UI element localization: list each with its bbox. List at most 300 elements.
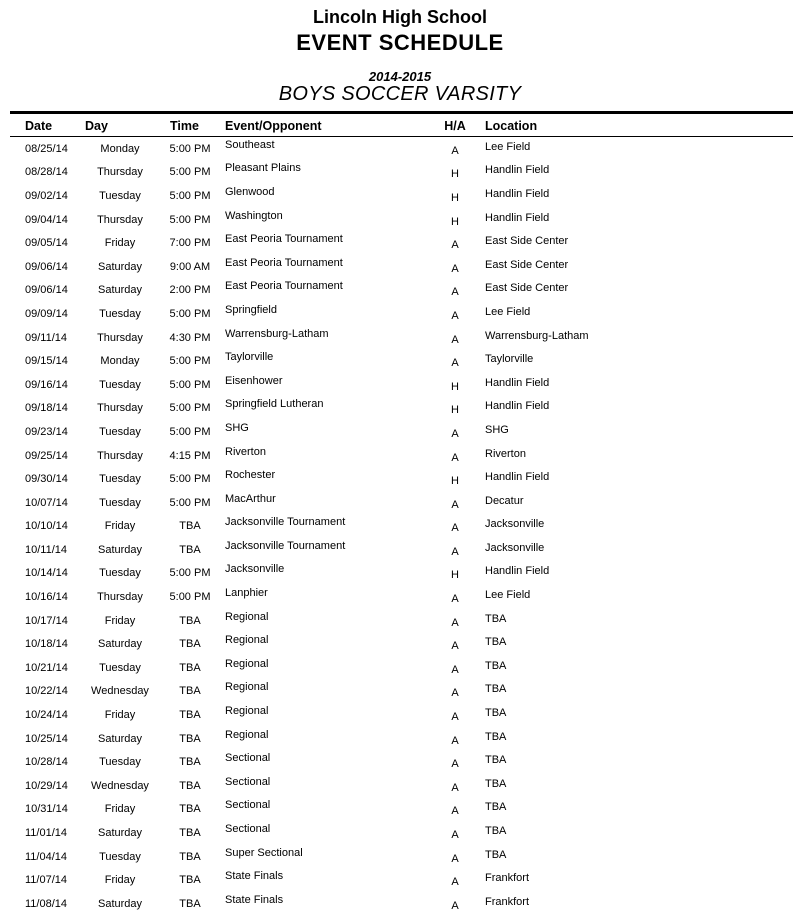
schedule-row <box>10 703 793 727</box>
day-cell <box>85 326 155 350</box>
date-value: 10/14/14 <box>25 567 68 580</box>
time-value: 5:00 PM <box>169 142 211 155</box>
time-value: 5:00 PM <box>169 189 211 202</box>
home-away-value: A <box>451 687 459 700</box>
date-cell <box>10 703 85 727</box>
location-cell <box>470 491 793 515</box>
home-away-value: A <box>451 522 459 535</box>
time-value: TBA <box>179 874 201 887</box>
date-value: 10/22/14 <box>25 685 68 698</box>
day-cell <box>85 656 155 680</box>
location-cell <box>470 585 793 609</box>
day-cell <box>85 279 155 303</box>
date-value: 09/02/14 <box>25 189 68 202</box>
date-value: 10/31/14 <box>25 803 68 816</box>
home-away-value: A <box>451 451 459 464</box>
date-value: 09/09/14 <box>25 307 68 320</box>
document-title: EVENT SCHEDULE <box>296 30 504 55</box>
event-value: Jacksonville Tournament <box>225 516 346 529</box>
time-cell <box>155 208 225 232</box>
home-away-value: A <box>451 309 459 322</box>
date-cell <box>10 255 85 279</box>
event-cell <box>225 821 440 845</box>
home-away-cell <box>440 326 470 350</box>
date-cell <box>10 137 85 161</box>
home-away-cell <box>440 585 470 609</box>
time-value: 5:00 PM <box>169 425 211 438</box>
date-cell <box>10 845 85 869</box>
day-cell <box>85 373 155 397</box>
location-cell <box>470 231 793 255</box>
event-value: Regional <box>225 634 269 647</box>
home-away-cell <box>440 562 470 586</box>
location-value: TBA <box>485 612 507 625</box>
schedule-row <box>10 420 793 444</box>
home-away-cell <box>440 208 470 232</box>
location-cell <box>470 845 793 869</box>
date-cell <box>10 680 85 704</box>
time-cell <box>155 750 225 774</box>
date-value: 10/10/14 <box>25 520 68 533</box>
location-cell <box>470 656 793 680</box>
location-value: Lee Field <box>485 140 531 153</box>
date-cell <box>10 491 85 515</box>
location-cell <box>470 208 793 232</box>
event-value: Washington <box>225 209 283 222</box>
schedule-row <box>10 279 793 303</box>
day-value: Saturday <box>97 827 143 840</box>
day-value: Friday <box>104 874 136 887</box>
home-away-cell <box>440 798 470 822</box>
event-value: Eisenhower <box>225 374 283 387</box>
date-value: 09/05/14 <box>25 237 68 250</box>
location-cell <box>470 420 793 444</box>
event-cell <box>225 727 440 751</box>
schedule-row <box>10 326 793 350</box>
schedule-row <box>10 444 793 468</box>
schedule-row <box>10 845 793 869</box>
home-away-value: H <box>451 380 459 393</box>
day-value: Tuesday <box>99 756 141 769</box>
schedule-row <box>10 538 793 562</box>
time-value: TBA <box>179 827 201 840</box>
event-cell <box>225 208 440 232</box>
home-away-cell <box>440 538 470 562</box>
event-value: East Peoria Tournament <box>225 233 343 246</box>
date-cell <box>10 349 85 373</box>
event-cell <box>225 231 440 255</box>
event-cell <box>225 184 440 208</box>
time-value: TBA <box>179 756 201 769</box>
event-cell <box>225 302 440 326</box>
date-value: 10/07/14 <box>25 496 68 509</box>
date-value: 10/17/14 <box>25 614 68 627</box>
event-value: Lanphier <box>225 587 268 600</box>
time-value: 5:00 PM <box>169 355 211 368</box>
home-away-value: A <box>451 286 459 299</box>
event-value: Jacksonville <box>225 563 285 576</box>
date-cell <box>10 774 85 798</box>
home-away-value: A <box>451 711 459 724</box>
location-cell <box>470 703 793 727</box>
date-cell <box>10 798 85 822</box>
day-value: Tuesday <box>99 189 141 202</box>
location-value: Taylorville <box>485 353 534 366</box>
location-cell <box>470 727 793 751</box>
date-cell <box>10 184 85 208</box>
day-cell <box>85 231 155 255</box>
event-value: Rochester <box>225 469 276 482</box>
home-away-value: H <box>451 168 459 181</box>
date-value: 10/16/14 <box>25 591 68 604</box>
location-cell <box>470 632 793 656</box>
event-value: Sectional <box>225 752 271 765</box>
event-cell <box>225 680 440 704</box>
date-value: 10/21/14 <box>25 661 68 674</box>
date-cell <box>10 420 85 444</box>
date-cell <box>10 515 85 539</box>
schedule-row <box>10 231 793 255</box>
home-away-value: A <box>451 899 459 912</box>
date-cell <box>10 231 85 255</box>
time-cell <box>155 680 225 704</box>
date-cell <box>10 609 85 633</box>
event-value: Regional <box>225 705 269 718</box>
location-value: Handlin Field <box>485 471 550 484</box>
schedule-row <box>10 798 793 822</box>
date-value: 10/18/14 <box>25 638 68 651</box>
day-value: Wednesday <box>91 685 149 698</box>
day-value: Saturday <box>97 732 143 745</box>
day-value: Saturday <box>97 638 143 651</box>
column-header-home-away: H/A <box>440 113 470 137</box>
location-value: Handlin Field <box>485 376 550 389</box>
date-cell <box>10 632 85 656</box>
home-away-cell <box>440 845 470 869</box>
day-value: Thursday <box>97 402 143 415</box>
schedule-row <box>10 491 793 515</box>
home-away-value: H <box>451 191 459 204</box>
home-away-value: A <box>451 734 459 747</box>
event-value: Jacksonville Tournament <box>225 539 346 552</box>
time-cell <box>155 444 225 468</box>
home-away-cell <box>440 656 470 680</box>
day-cell <box>85 845 155 869</box>
home-away-cell <box>440 868 470 892</box>
schedule-row <box>10 632 793 656</box>
home-away-cell <box>440 821 470 845</box>
location-value: East Side Center <box>485 235 569 248</box>
schedule-header-row <box>10 113 793 137</box>
date-cell <box>10 397 85 421</box>
time-value: TBA <box>179 614 201 627</box>
team-label: BOYS SOCCER VARSITY <box>278 83 522 105</box>
time-cell <box>155 420 225 444</box>
location-cell <box>470 302 793 326</box>
home-away-value: A <box>451 758 459 771</box>
time-cell <box>155 397 225 421</box>
event-value: Super Sectional <box>225 846 303 859</box>
time-value: 5:00 PM <box>169 496 211 509</box>
day-value: Friday <box>104 709 136 722</box>
date-value: 10/11/14 <box>25 543 68 556</box>
time-cell <box>155 137 225 161</box>
day-value: Tuesday <box>99 850 141 863</box>
home-away-cell <box>440 515 470 539</box>
date-value: 08/25/14 <box>25 142 68 155</box>
time-cell <box>155 892 225 916</box>
home-away-cell <box>440 467 470 491</box>
event-value: SHG <box>225 421 249 434</box>
location-value: Handlin Field <box>485 187 550 200</box>
home-away-cell <box>440 680 470 704</box>
time-value: 5:00 PM <box>169 166 211 179</box>
home-away-cell <box>440 892 470 916</box>
location-value: Jacksonville <box>485 518 545 531</box>
home-away-cell <box>440 231 470 255</box>
event-cell <box>225 774 440 798</box>
time-value: TBA <box>179 803 201 816</box>
day-value: Friday <box>104 520 136 533</box>
location-cell <box>470 774 793 798</box>
event-value: Regional <box>225 681 269 694</box>
event-cell <box>225 562 440 586</box>
location-cell <box>470 821 793 845</box>
home-away-value: A <box>451 805 459 818</box>
date-value: 09/23/14 <box>25 425 68 438</box>
schedule-row <box>10 868 793 892</box>
schedule-row <box>10 727 793 751</box>
time-value: TBA <box>179 520 201 533</box>
date-value: 10/25/14 <box>25 732 68 745</box>
time-cell <box>155 538 225 562</box>
event-cell <box>225 515 440 539</box>
time-cell <box>155 349 225 373</box>
location-value: Handlin Field <box>485 565 550 578</box>
column-header-date: Date <box>10 113 85 137</box>
time-cell <box>155 515 225 539</box>
location-value: Handlin Field <box>485 400 550 413</box>
event-value: Regional <box>225 728 269 741</box>
day-cell <box>85 774 155 798</box>
event-cell <box>225 326 440 350</box>
event-cell <box>225 420 440 444</box>
date-cell <box>10 892 85 916</box>
day-cell <box>85 750 155 774</box>
location-cell <box>470 538 793 562</box>
location-value: TBA <box>485 659 507 672</box>
document-header <box>0 0 800 105</box>
home-away-cell <box>440 774 470 798</box>
location-value: TBA <box>485 683 507 696</box>
time-value: TBA <box>179 685 201 698</box>
date-value: 09/18/14 <box>25 402 68 415</box>
date-value: 09/25/14 <box>25 449 68 462</box>
schedule-row <box>10 585 793 609</box>
home-away-value: A <box>451 852 459 865</box>
time-value: 5:00 PM <box>169 567 211 580</box>
location-value: TBA <box>485 754 507 767</box>
location-cell <box>470 184 793 208</box>
home-away-cell <box>440 161 470 185</box>
date-value: 10/29/14 <box>25 779 68 792</box>
event-cell <box>225 255 440 279</box>
time-value: 5:00 PM <box>169 307 211 320</box>
home-away-cell <box>440 750 470 774</box>
time-cell <box>155 491 225 515</box>
day-cell <box>85 892 155 916</box>
event-value: Pleasant Plains <box>225 162 301 175</box>
date-cell <box>10 302 85 326</box>
home-away-value: A <box>451 876 459 889</box>
location-cell <box>470 892 793 916</box>
time-value: TBA <box>179 709 201 722</box>
day-cell <box>85 255 155 279</box>
time-cell <box>155 656 225 680</box>
time-cell <box>155 467 225 491</box>
event-value: Sectional <box>225 799 271 812</box>
home-away-cell <box>440 302 470 326</box>
event-cell <box>225 373 440 397</box>
schedule-row <box>10 656 793 680</box>
time-cell <box>155 845 225 869</box>
schedule-row <box>10 774 793 798</box>
date-value: 11/01/14 <box>25 827 68 840</box>
location-cell <box>470 609 793 633</box>
day-value: Friday <box>104 614 136 627</box>
event-value: Springfield <box>225 303 277 316</box>
location-cell <box>470 798 793 822</box>
event-cell <box>225 538 440 562</box>
date-cell <box>10 868 85 892</box>
date-value: 10/24/14 <box>25 709 68 722</box>
location-value: TBA <box>485 801 507 814</box>
day-value: Tuesday <box>99 378 141 391</box>
day-value: Friday <box>104 803 136 816</box>
day-value: Tuesday <box>99 567 141 580</box>
day-cell <box>85 680 155 704</box>
event-value: Riverton <box>225 445 266 458</box>
home-away-value: H <box>451 475 459 488</box>
event-value: Sectional <box>225 823 271 836</box>
time-value: TBA <box>179 850 201 863</box>
day-value: Thursday <box>97 166 143 179</box>
location-value: Lee Field <box>485 305 531 318</box>
schedule-row <box>10 609 793 633</box>
location-value: TBA <box>485 707 507 720</box>
location-value: TBA <box>485 730 507 743</box>
schedule-row <box>10 680 793 704</box>
location-value: Frankfort <box>485 872 530 885</box>
time-value: TBA <box>179 779 201 792</box>
time-cell <box>155 373 225 397</box>
date-value: 11/04/14 <box>25 850 68 863</box>
location-value: TBA <box>485 825 507 838</box>
school-name: Lincoln High School <box>313 7 487 27</box>
location-value: East Side Center <box>485 282 569 295</box>
date-cell <box>10 585 85 609</box>
event-cell <box>225 845 440 869</box>
event-value: Taylorville <box>225 351 274 364</box>
location-cell <box>470 562 793 586</box>
location-value: Lee Field <box>485 589 531 602</box>
location-cell <box>470 515 793 539</box>
day-cell <box>85 349 155 373</box>
time-value: 5:00 PM <box>169 402 211 415</box>
day-cell <box>85 562 155 586</box>
location-cell <box>470 750 793 774</box>
day-cell <box>85 821 155 845</box>
schedule-row <box>10 161 793 185</box>
time-value: 5:00 PM <box>169 591 211 604</box>
date-cell <box>10 373 85 397</box>
home-away-value: A <box>451 333 459 346</box>
time-value: TBA <box>179 543 201 556</box>
time-value: 5:00 PM <box>169 473 211 486</box>
date-value: 09/04/14 <box>25 213 68 226</box>
time-value: TBA <box>179 661 201 674</box>
schedule-row <box>10 562 793 586</box>
home-away-cell <box>440 397 470 421</box>
day-cell <box>85 538 155 562</box>
day-cell <box>85 137 155 161</box>
day-value: Thursday <box>97 591 143 604</box>
event-value: State Finals <box>225 893 284 906</box>
location-cell <box>470 349 793 373</box>
day-cell <box>85 444 155 468</box>
day-value: Friday <box>104 237 136 250</box>
home-away-cell <box>440 609 470 633</box>
column-header-time: Time <box>155 113 225 137</box>
day-value: Saturday <box>97 284 143 297</box>
event-cell <box>225 161 440 185</box>
time-cell <box>155 279 225 303</box>
event-cell <box>225 137 440 161</box>
day-value: Thursday <box>97 331 143 344</box>
home-away-cell <box>440 255 470 279</box>
day-value: Tuesday <box>99 473 141 486</box>
day-cell <box>85 302 155 326</box>
event-cell <box>225 349 440 373</box>
home-away-value: H <box>451 404 459 417</box>
time-cell <box>155 821 225 845</box>
home-away-value: A <box>451 593 459 606</box>
schedule-row <box>10 750 793 774</box>
home-away-cell <box>440 444 470 468</box>
day-value: Tuesday <box>99 425 141 438</box>
schedule-body <box>10 137 793 916</box>
date-cell <box>10 821 85 845</box>
day-cell <box>85 727 155 751</box>
event-cell <box>225 632 440 656</box>
location-value: TBA <box>485 777 507 790</box>
time-value: 2:00 PM <box>169 284 211 297</box>
time-value: TBA <box>179 732 201 745</box>
day-cell <box>85 491 155 515</box>
schedule-table <box>10 111 793 916</box>
home-away-value: A <box>451 262 459 275</box>
location-cell <box>470 137 793 161</box>
date-value: 09/11/14 <box>25 331 68 344</box>
event-cell <box>225 585 440 609</box>
location-value: Frankfort <box>485 895 530 908</box>
home-away-value: A <box>451 498 459 511</box>
schedule-row <box>10 184 793 208</box>
location-value: Warrensburg-Latham <box>485 329 589 342</box>
time-value: 4:15 PM <box>169 449 211 462</box>
time-value: 5:00 PM <box>169 213 211 226</box>
date-value: 10/28/14 <box>25 756 68 769</box>
